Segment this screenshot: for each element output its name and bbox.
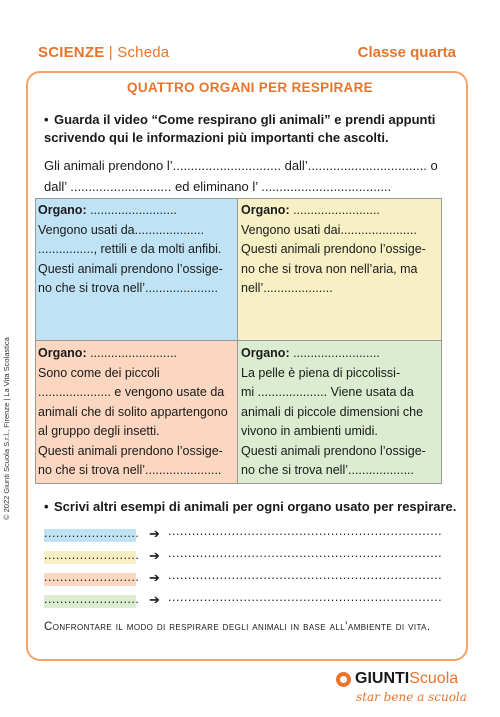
organ-cell-1 bbox=[35, 198, 238, 341]
publisher-logo bbox=[336, 670, 458, 688]
cell-line: no che si trova nell’..................... bbox=[38, 281, 218, 295]
answer-row bbox=[44, 546, 454, 565]
organ-cell-4 bbox=[238, 341, 442, 484]
cell-line: Vengono usati da.................... bbox=[38, 222, 205, 237]
organ-grid bbox=[35, 198, 442, 484]
cell-line: Vengono usati dai...................... bbox=[241, 222, 417, 237]
cell-line: Questi animali prendono l’ossige- bbox=[38, 443, 223, 458]
answer-left-field[interactable]: ........................ bbox=[44, 548, 140, 562]
answer-row bbox=[44, 524, 454, 543]
answer-right-field[interactable]: ..................................................................... bbox=[168, 524, 443, 538]
instruction-1: • Guarda il video “Come respirano gli animali” e prendi appunti scrivendo qui le informazioni più importanti che ascolti. bbox=[44, 112, 436, 145]
organ-answer-field[interactable]: ......................... bbox=[289, 346, 380, 360]
arrow-right-icon: ➔ bbox=[149, 592, 160, 607]
organ-label: Organo: bbox=[38, 346, 87, 360]
answer-left-field[interactable]: ........................ bbox=[44, 592, 140, 606]
arrow-right-icon: ➔ bbox=[149, 526, 160, 541]
cell-line: La pelle è piena di piccolissi- bbox=[241, 365, 401, 380]
cell-line: animali di piccole dimensioni che bbox=[241, 404, 424, 419]
copyright-notice: © 2022 Giunti Scuola S.r.l., Firenze | La Vita Scolastica bbox=[2, 337, 11, 520]
answer-row bbox=[44, 590, 454, 609]
answer-right-field[interactable]: ..................................................................... bbox=[168, 546, 443, 560]
cell-line: animali che di solito appartengono bbox=[38, 404, 228, 419]
page-title: QUATTRO ORGANI PER RESPIRARE bbox=[127, 80, 373, 95]
cell-line: Questi animali prendono l’ossige- bbox=[38, 261, 223, 276]
instruction-1-text: Guarda il video “Come respirano gli animali” e prendi appunti scrivendo qui le informazioni più importanti che ascolti. bbox=[44, 112, 436, 145]
cell-line: ..................... e vengono usate da bbox=[38, 385, 225, 399]
instruction-2: • Scrivi altri esempi di animali per ogni organo usato per respirare. bbox=[44, 499, 457, 514]
organ-answer-field[interactable]: ......................... bbox=[289, 203, 380, 217]
arrow-right-icon: ➔ bbox=[149, 570, 160, 585]
organ-label: Organo: bbox=[38, 203, 87, 217]
sheet-type-label: Scheda bbox=[117, 44, 170, 61]
fill-line-2[interactable]: dall’ ............................ ed eliminano l’ .................................... bbox=[44, 179, 392, 194]
instruction-2-text: Scrivi altri esempi di animali per ogni organo usato per respirare. bbox=[54, 499, 457, 514]
cell-line: Questi animali prendono l’ossige- bbox=[241, 443, 426, 458]
class-label: Classe quarta bbox=[357, 44, 456, 61]
cell-line: nell’.................... bbox=[241, 281, 333, 295]
logo-tagline: star bene a scuola bbox=[356, 690, 467, 704]
cell-line: Questi animali prendono l’ossige- bbox=[241, 242, 426, 256]
cell-line: no che si trova nell’................... bbox=[241, 463, 414, 477]
cell-line: no che si trova nell’...................... bbox=[38, 463, 222, 477]
organ-answer-field[interactable]: ......................... bbox=[86, 346, 177, 360]
logo-sub: Scuola bbox=[409, 670, 459, 687]
cell-line: no che si trova non nell’aria, ma bbox=[241, 261, 418, 276]
answer-left-field[interactable]: ........................ bbox=[44, 570, 140, 584]
organ-cell-2 bbox=[238, 198, 442, 341]
header-subject: SCIENZE | Scheda bbox=[38, 44, 170, 61]
fill-line-1[interactable]: Gli animali prendono l’.............................. dall’................................. o bbox=[44, 158, 438, 173]
logo-main: GIUNTI bbox=[355, 670, 410, 687]
cell-line: al gruppo degli insetti. bbox=[38, 424, 160, 438]
cell-line: vivono in ambienti umidi. bbox=[241, 424, 378, 438]
footer-note: Confrontare il modo di respirare degli animali in base all’ambiente di vita. bbox=[44, 621, 431, 633]
cell-line: Sono come dei piccoli bbox=[38, 365, 160, 380]
subject-label: SCIENZE bbox=[38, 44, 105, 61]
giunti-logo-icon bbox=[336, 672, 351, 687]
answer-right-field[interactable]: ..................................................................... bbox=[168, 568, 443, 582]
arrow-right-icon: ➔ bbox=[149, 548, 160, 563]
cell-line: mi .................... Viene usata da bbox=[241, 385, 414, 399]
answer-row bbox=[44, 568, 454, 587]
cell-line: ................, rettili e da molti anfibi. bbox=[38, 242, 222, 256]
organ-answer-field[interactable]: ......................... bbox=[86, 203, 177, 217]
organ-label: Organo: bbox=[241, 346, 290, 360]
organ-cell-3 bbox=[35, 341, 238, 484]
answer-left-field[interactable]: ........................ bbox=[44, 526, 140, 540]
answer-right-field[interactable]: ..................................................................... bbox=[168, 590, 443, 604]
organ-label: Organo: bbox=[241, 203, 290, 217]
